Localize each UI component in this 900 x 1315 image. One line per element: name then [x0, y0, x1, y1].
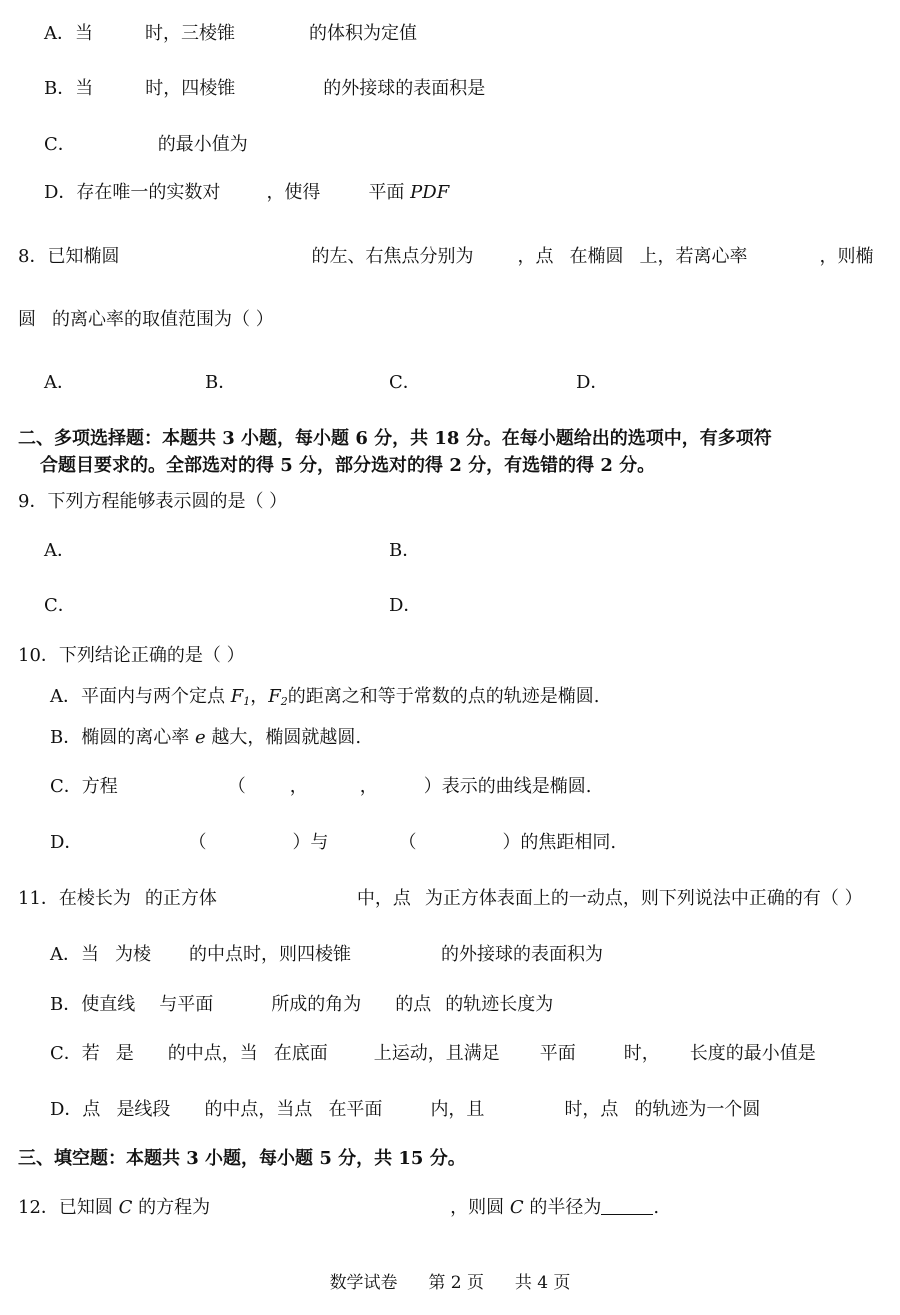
q12-stem: 12．已知圆 C 的方程为 ，则圆 C 的半径为 .: [18, 1197, 660, 1218]
section-2-heading-line1: 二、多项选择题：本题共 3 小题，每小题 6 分，共 18 分。在每小题给出的选项中，有多项符: [18, 428, 772, 449]
q12-answer-blank[interactable]: [601, 1196, 653, 1215]
q9-option-c: C．: [44, 595, 76, 616]
q8-stem-line1: 8．已知椭圆 的左、右焦点分别为 ，点 在椭圆 上，若离心率 ，则椭: [18, 246, 874, 267]
q9-stem: 9．下列方程能够表示圆的是（ ）: [18, 491, 288, 512]
q8-stem-line2: 圆 的离心率的取值范围为（ ）: [18, 309, 274, 330]
q9-option-b: B．: [389, 540, 421, 561]
q10-option-d: D． （ ）与 （ ）的焦距相同.: [50, 832, 617, 853]
q8-option-a: A．: [44, 372, 75, 393]
q7-option-a: A．当 时，三棱锥 的体积为定值: [44, 23, 417, 44]
q11-option-b: B．使直线 与平面 所成的角为 的点 的轨迹长度为: [50, 994, 554, 1015]
q8-option-c: C．: [389, 372, 421, 393]
q11-option-c: C．若 是 的中点，当 在底面 上运动，且满足 平面 时， 长度的最小值是: [50, 1043, 816, 1064]
q8-option-d: D．: [576, 372, 609, 393]
q10-option-a: A．平面内与两个定点 $F_1$，$F_2$的距离之和等于常数的点的轨迹是椭圆.: [50, 686, 600, 708]
q8-option-b: B．: [205, 372, 237, 393]
section-2-heading-line2: 合题目要求的。全部选对的得 5 分，部分选对的得 2 分，有选错的得 2 分。: [40, 455, 656, 476]
q9-option-a: A．: [44, 540, 75, 561]
q10-option-b: B．椭圆的离心率 e 越大，椭圆就越圆.: [50, 727, 362, 748]
q10-option-c: C．方程 （ ， ， ）表示的曲线是椭圆.: [50, 776, 592, 797]
q11-stem: 11．在棱长为 的正方体 中，点 为正方体表面上的一动点，则下列说法中正确的有（ ）: [18, 888, 863, 909]
footer-subject: 数学试卷: [329, 1273, 398, 1293]
q11-option-d: D．点 是线段 的中点，当点 在平面 内，且 时，点 的轨迹为一个圆: [50, 1099, 761, 1120]
footer-total: 共 4 页: [514, 1273, 571, 1293]
q11-option-a: A．当 为棱 的中点时，则四棱锥 的外接球的表面积为: [50, 944, 603, 965]
q7-option-b: B．当 时，四棱锥 的外接球的表面积是: [44, 78, 486, 99]
q7-option-c: C． 的最小值为: [44, 134, 248, 155]
page-footer: [0, 1268, 900, 1293]
footer-page: 第 2 页: [428, 1273, 484, 1293]
q10-stem: 10．下列结论正确的是（ ）: [18, 645, 245, 666]
q9-option-d: D．: [389, 595, 422, 616]
section-3-heading: 三、填空题：本题共 3 小题，每小题 5 分，共 15 分。: [18, 1148, 466, 1169]
q7-option-d: D．存在唯一的实数对 ，使得 平面 PDF: [44, 182, 450, 203]
